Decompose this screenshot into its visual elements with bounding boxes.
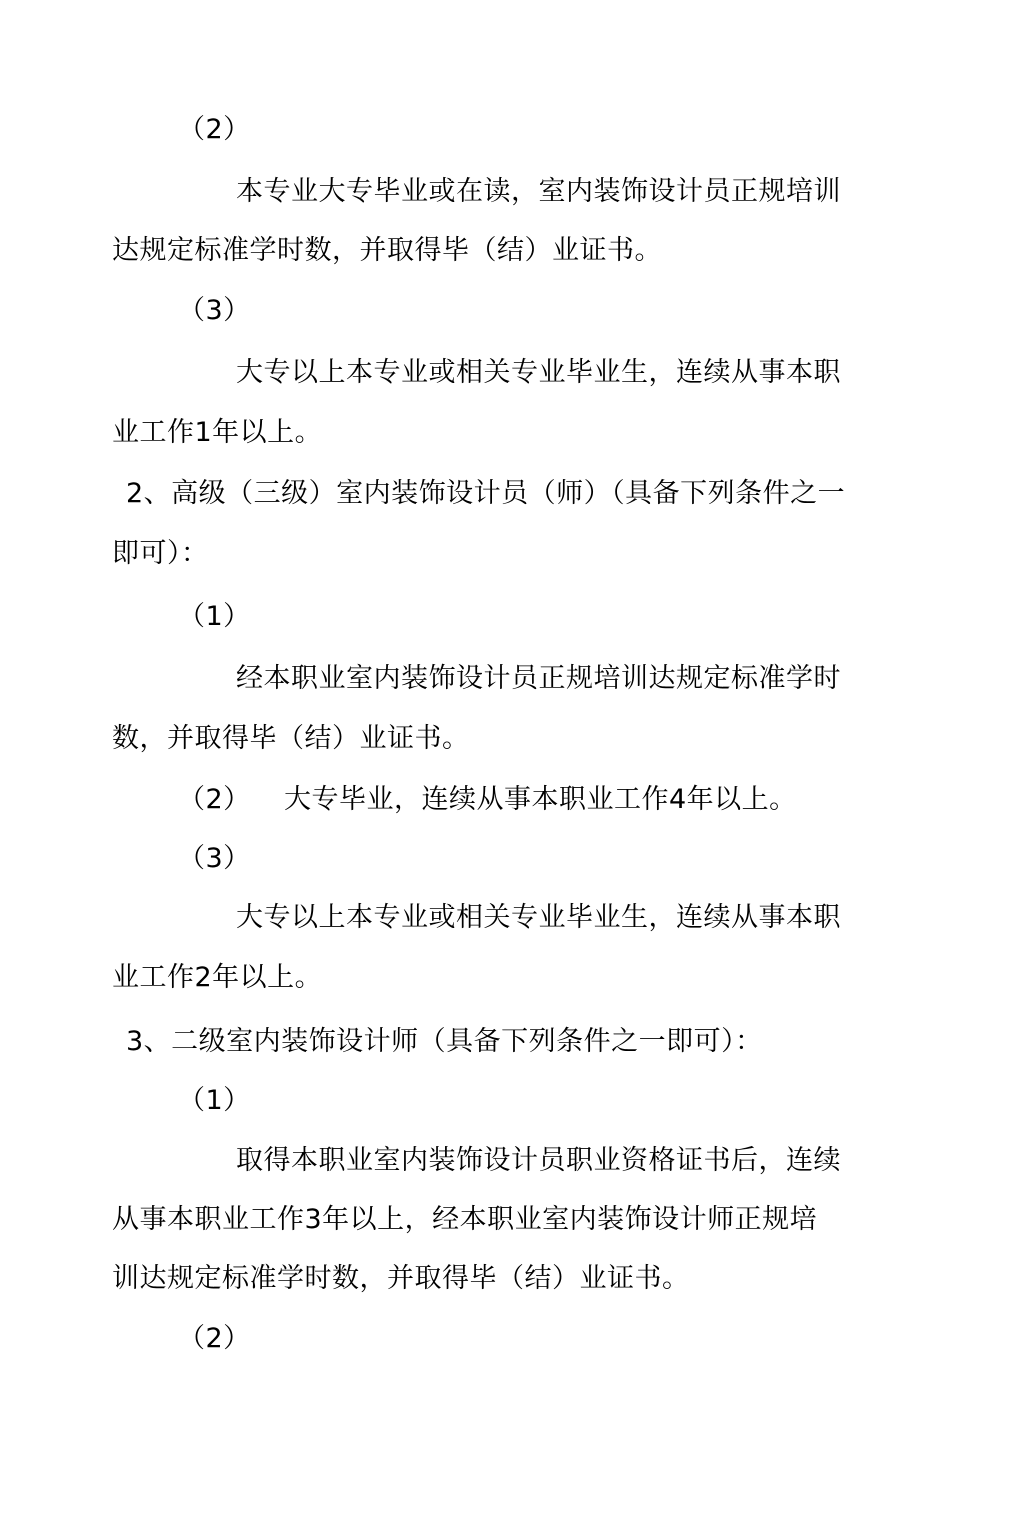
item-marker: （3） <box>178 843 251 874</box>
paragraph-line: 大专毕业，连续从事本职业工作4年以上。 <box>284 784 797 815</box>
paragraph-line: 从事本职业工作3年以上，经本职业室内装饰设计师正规培 <box>112 1204 818 1235</box>
item-marker: （3） <box>178 295 251 326</box>
paragraph-line: 即可）： <box>112 538 209 569</box>
paragraph-line: 大专以上本专业或相关专业毕业生，连续从事本职 <box>236 357 841 388</box>
item-marker: （2） <box>178 114 251 145</box>
paragraph-line: 业工作2年以上。 <box>112 962 323 993</box>
paragraph-line: 经本职业室内装饰设计员正规培训达规定标准学时 <box>236 663 841 694</box>
paragraph-line: 达规定标准学时数，并取得毕（结）业证书。 <box>112 235 662 266</box>
paragraph-line: 大专以上本专业或相关专业毕业生，连续从事本职 <box>236 902 841 933</box>
item-marker: （2） <box>178 1323 251 1354</box>
paragraph-line: 数，并取得毕（结）业证书。 <box>112 723 470 754</box>
section-heading: 2、高级（三级）室内装饰设计员（师）（具备下列条件之一 <box>126 478 846 509</box>
item-marker: （1） <box>178 601 251 632</box>
paragraph-line: 业工作1年以上。 <box>112 417 323 448</box>
paragraph-line: 本专业大专毕业或在读，室内装饰设计员正规培训 <box>236 176 841 207</box>
section-heading: 3、二级室内装饰设计师（具备下列条件之一即可）： <box>126 1026 763 1057</box>
paragraph-line: 取得本职业室内装饰设计员职业资格证书后，连续 <box>236 1145 841 1176</box>
item-marker: （2） <box>178 784 251 815</box>
item-marker: （1） <box>178 1085 251 1116</box>
paragraph-line: 训达规定标准学时数，并取得毕（结）业证书。 <box>112 1263 690 1294</box>
